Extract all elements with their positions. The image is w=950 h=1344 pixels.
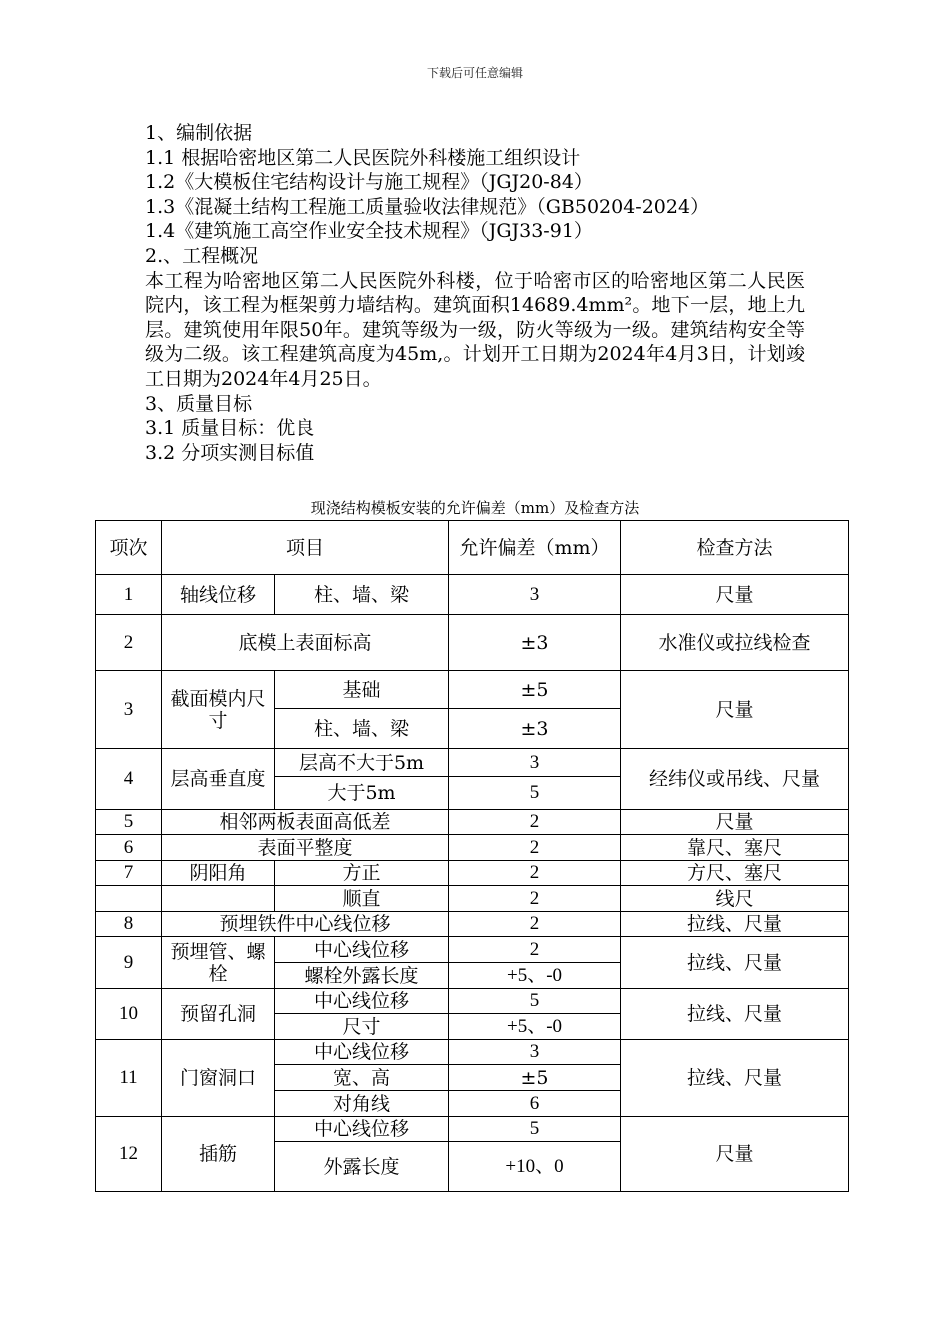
basis-item: 1.1 根据哈密地区第二人民医院外科楼施工组织设计 bbox=[145, 146, 581, 169]
row-no: 12 bbox=[96, 1117, 162, 1192]
basis-item: 1.2《大模板住宅结构设计与施工规程》（JGJ20-84） bbox=[145, 171, 593, 194]
row-no: 5 bbox=[96, 810, 162, 835]
row-item: 阴阳角 bbox=[162, 861, 275, 886]
row-item: 层高垂直度 bbox=[162, 749, 275, 810]
document-body bbox=[145, 121, 805, 465]
row-method: 经纬仪或吊线、尺量 bbox=[621, 749, 849, 810]
table-row bbox=[96, 615, 849, 671]
row-tolerance: +5、-0 bbox=[449, 963, 621, 989]
row-no: 4 bbox=[96, 749, 162, 810]
table-row bbox=[96, 989, 849, 1014]
row-tolerance: 2 bbox=[449, 937, 621, 963]
table-row bbox=[96, 835, 849, 861]
row-tolerance: 3 bbox=[449, 575, 621, 615]
row-method: 方尺、塞尺 bbox=[621, 861, 849, 886]
row-no: 2 bbox=[96, 615, 162, 671]
row-item: 预埋管、螺栓 bbox=[162, 937, 275, 989]
row-subitem: 中心线位移 bbox=[275, 937, 449, 963]
row-no: 11 bbox=[96, 1040, 162, 1117]
header-no: 项次 bbox=[96, 521, 162, 575]
row-method: 拉线、尺量 bbox=[621, 1040, 849, 1117]
row-subitem: 对角线 bbox=[275, 1091, 449, 1117]
basis-item: 1.3《混凝土结构工程施工质量验收法律规范》（GB50204-2024） bbox=[145, 195, 710, 218]
row-item: 轴线位移 bbox=[162, 575, 275, 615]
header-tolerance: 允许偏差（mm） bbox=[449, 521, 621, 575]
row-tolerance: ±5 bbox=[449, 1065, 621, 1091]
row-item: 预埋铁件中心线位移 bbox=[162, 912, 449, 937]
table-row bbox=[96, 937, 849, 963]
row-tolerance: 6 bbox=[449, 1091, 621, 1117]
row-tolerance: 3 bbox=[449, 1040, 621, 1065]
row-method: 线尺 bbox=[621, 886, 849, 912]
row-subitem: 尺寸 bbox=[275, 1014, 449, 1040]
row-tolerance: 2 bbox=[449, 835, 621, 861]
row-subitem: 宽、高 bbox=[275, 1065, 449, 1091]
table-row bbox=[96, 671, 849, 709]
row-subitem: 螺栓外露长度 bbox=[275, 963, 449, 989]
table-row bbox=[96, 749, 849, 777]
empty-cell bbox=[162, 886, 275, 912]
row-subitem: 柱、墙、梁 bbox=[275, 709, 449, 749]
row-item: 门窗洞口 bbox=[162, 1040, 275, 1117]
row-subitem: 柱、墙、梁 bbox=[275, 575, 449, 615]
table-row bbox=[96, 861, 849, 886]
table-row bbox=[96, 886, 849, 912]
row-subitem: 中心线位移 bbox=[275, 1117, 449, 1142]
row-tolerance: 3 bbox=[449, 749, 621, 777]
table-row bbox=[96, 1117, 849, 1142]
empty-cell bbox=[96, 886, 162, 912]
quality-item: 3.1 质量目标：优良 bbox=[145, 417, 315, 440]
header-method: 检查方法 bbox=[621, 521, 849, 575]
row-method: 拉线、尺量 bbox=[621, 989, 849, 1040]
row-tolerance: 5 bbox=[449, 777, 621, 810]
tolerance-table bbox=[95, 520, 849, 1192]
row-item: 表面平整度 bbox=[162, 835, 449, 861]
row-tolerance: 5 bbox=[449, 989, 621, 1014]
row-item: 截面模内尺寸 bbox=[162, 671, 275, 749]
row-no: 8 bbox=[96, 912, 162, 937]
table-header-row bbox=[96, 521, 849, 575]
table-row bbox=[96, 912, 849, 937]
row-method: 拉线、尺量 bbox=[621, 912, 849, 937]
row-no: 9 bbox=[96, 937, 162, 989]
row-item: 插筋 bbox=[162, 1117, 275, 1192]
row-method: 尺量 bbox=[621, 1117, 849, 1192]
row-tolerance: +10、0 bbox=[449, 1142, 621, 1192]
row-no: 6 bbox=[96, 835, 162, 861]
row-tolerance: +5、-0 bbox=[449, 1014, 621, 1040]
header-note: 下载后可任意编辑 bbox=[426, 66, 523, 80]
row-tolerance: ±5 bbox=[449, 671, 621, 709]
row-no: 7 bbox=[96, 861, 162, 886]
row-no: 10 bbox=[96, 989, 162, 1040]
row-subitem: 基础 bbox=[275, 671, 449, 709]
row-method: 水准仪或拉线检查 bbox=[621, 615, 849, 671]
row-tolerance: 2 bbox=[449, 886, 621, 912]
row-subitem: 中心线位移 bbox=[275, 989, 449, 1014]
row-tolerance: 5 bbox=[449, 1117, 621, 1142]
row-subitem: 层高不大于5m bbox=[275, 749, 449, 777]
table-row bbox=[96, 1040, 849, 1065]
row-tolerance: 2 bbox=[449, 810, 621, 835]
row-tolerance: ±3 bbox=[449, 615, 621, 671]
row-method: 尺量 bbox=[621, 810, 849, 835]
row-subitem: 顺直 bbox=[275, 886, 449, 912]
row-subitem: 中心线位移 bbox=[275, 1040, 449, 1065]
row-item: 相邻两板表面高低差 bbox=[162, 810, 449, 835]
row-subitem: 大于5m bbox=[275, 777, 449, 810]
row-subitem: 方正 bbox=[275, 861, 449, 886]
header-item: 项目 bbox=[162, 521, 449, 575]
section-heading-quality: 3、质量目标 bbox=[145, 392, 253, 415]
row-method: 尺量 bbox=[621, 575, 849, 615]
row-no: 1 bbox=[96, 575, 162, 615]
row-no: 3 bbox=[96, 671, 162, 749]
overview-paragraph: 本工程为哈密地区第二人民医院外科楼，位于哈密市区的哈密地区第二人民医院内，该工程为框架剪力墙结构。建筑面积14689.4mm²。地下一层，地上九层。建筑使用年限50年。建筑等级为一级，防火等级为一级。建筑结构安全等级为二级。该工程建筑高度为45m,。计划开工日期为2024年4月3日，计划竣工日期为2024年4月25日。 bbox=[145, 269, 805, 390]
row-method: 拉线、尺量 bbox=[621, 937, 849, 989]
quality-item: 3.2 分项实测目标值 bbox=[145, 441, 315, 464]
row-tolerance: ±3 bbox=[449, 709, 621, 749]
table-row bbox=[96, 575, 849, 615]
row-item: 预留孔洞 bbox=[162, 989, 275, 1040]
table-row bbox=[96, 810, 849, 835]
section-heading-basis: 1、编制依据 bbox=[145, 122, 253, 144]
row-item: 底模上表面标高 bbox=[162, 615, 449, 671]
row-subitem: 外露长度 bbox=[275, 1142, 449, 1192]
section-heading-overview: 2.、工程概况 bbox=[145, 244, 259, 267]
row-method: 尺量 bbox=[621, 671, 849, 749]
row-tolerance: 2 bbox=[449, 861, 621, 886]
basis-item: 1.4《建筑施工高空作业安全技术规程》（JGJ33-91） bbox=[145, 220, 593, 243]
row-tolerance: 2 bbox=[449, 912, 621, 937]
row-method: 靠尺、塞尺 bbox=[621, 835, 849, 861]
table-caption: 现浇结构模板安装的允许偏差（mm）及检查方法 bbox=[310, 499, 640, 517]
